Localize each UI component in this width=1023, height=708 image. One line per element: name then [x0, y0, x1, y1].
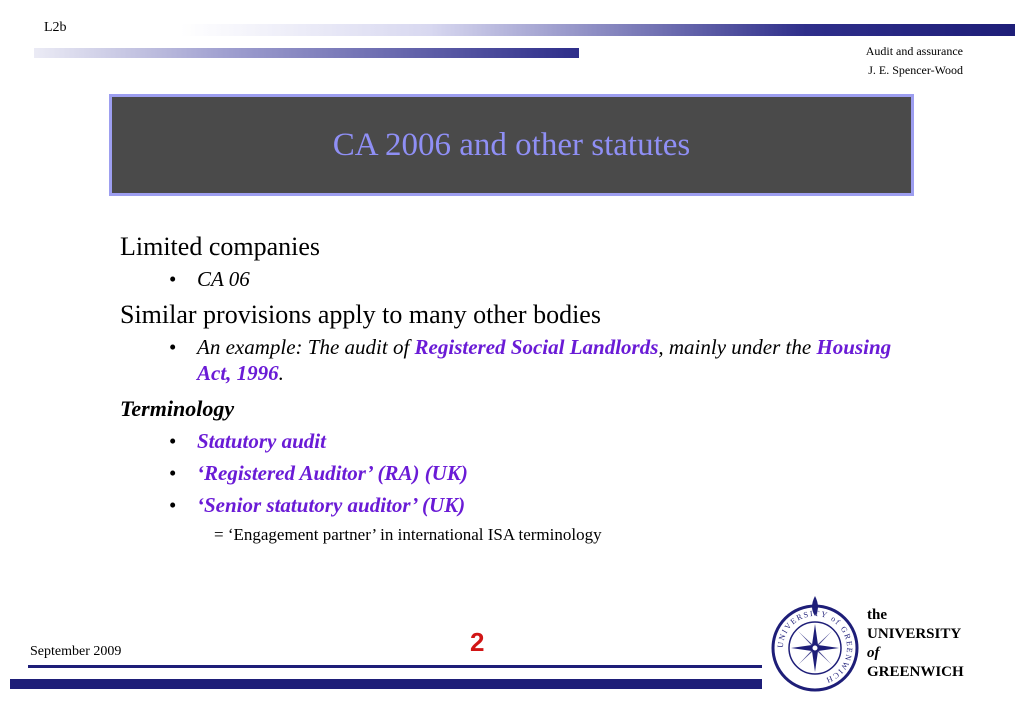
item-limited-companies: Limited companies — [120, 232, 321, 261]
sub-item: • CA 06 — [169, 267, 250, 291]
footer-rule-thin — [28, 665, 762, 668]
slide-body — [120, 230, 900, 546]
sub-item-terminology: • Statutory audit — [169, 429, 326, 453]
footer-rule-thick — [10, 679, 762, 689]
university-seal-icon — [771, 594, 859, 698]
seal-text: UNIVERSITY of GREENWICH — [775, 608, 855, 686]
footer-date: September 2009 — [30, 644, 122, 659]
header-gradient-bar — [180, 24, 1015, 36]
page-number: 2 — [470, 627, 485, 657]
course-name: Audit and assurance — [865, 44, 963, 58]
title-box — [109, 94, 914, 196]
sub-item-example: • An example: The audit of Registered Social Landlords, mainly under the Housing Act, 1996. — [169, 335, 892, 385]
item-terminology: Terminology — [120, 396, 235, 421]
sub-item-terminology: • ‘Registered Auditor’ (RA) (UK) — [169, 461, 468, 485]
author-name: J. E. Spencer-Wood — [868, 63, 963, 77]
slide-id: L2b — [44, 20, 67, 35]
sub-item-terminology: • ‘Senior statutory auditor’ (UK) — [169, 493, 466, 517]
terminology-note: = ‘Engagement partner’ in international ISA terminology — [214, 525, 602, 544]
header-gradient-bar-short — [34, 48, 579, 58]
highlight-housing-act: Housing Act, 1996 — [197, 335, 892, 385]
university-name: the UNIVERSITY of GREENWICH — [867, 607, 964, 680]
slide-title: CA 2006 and other statutes — [332, 126, 691, 163]
highlight-rsl: Registered Social Landlords — [414, 335, 659, 359]
item-similar-provisions: Similar provisions apply to many other bodies — [120, 300, 601, 329]
